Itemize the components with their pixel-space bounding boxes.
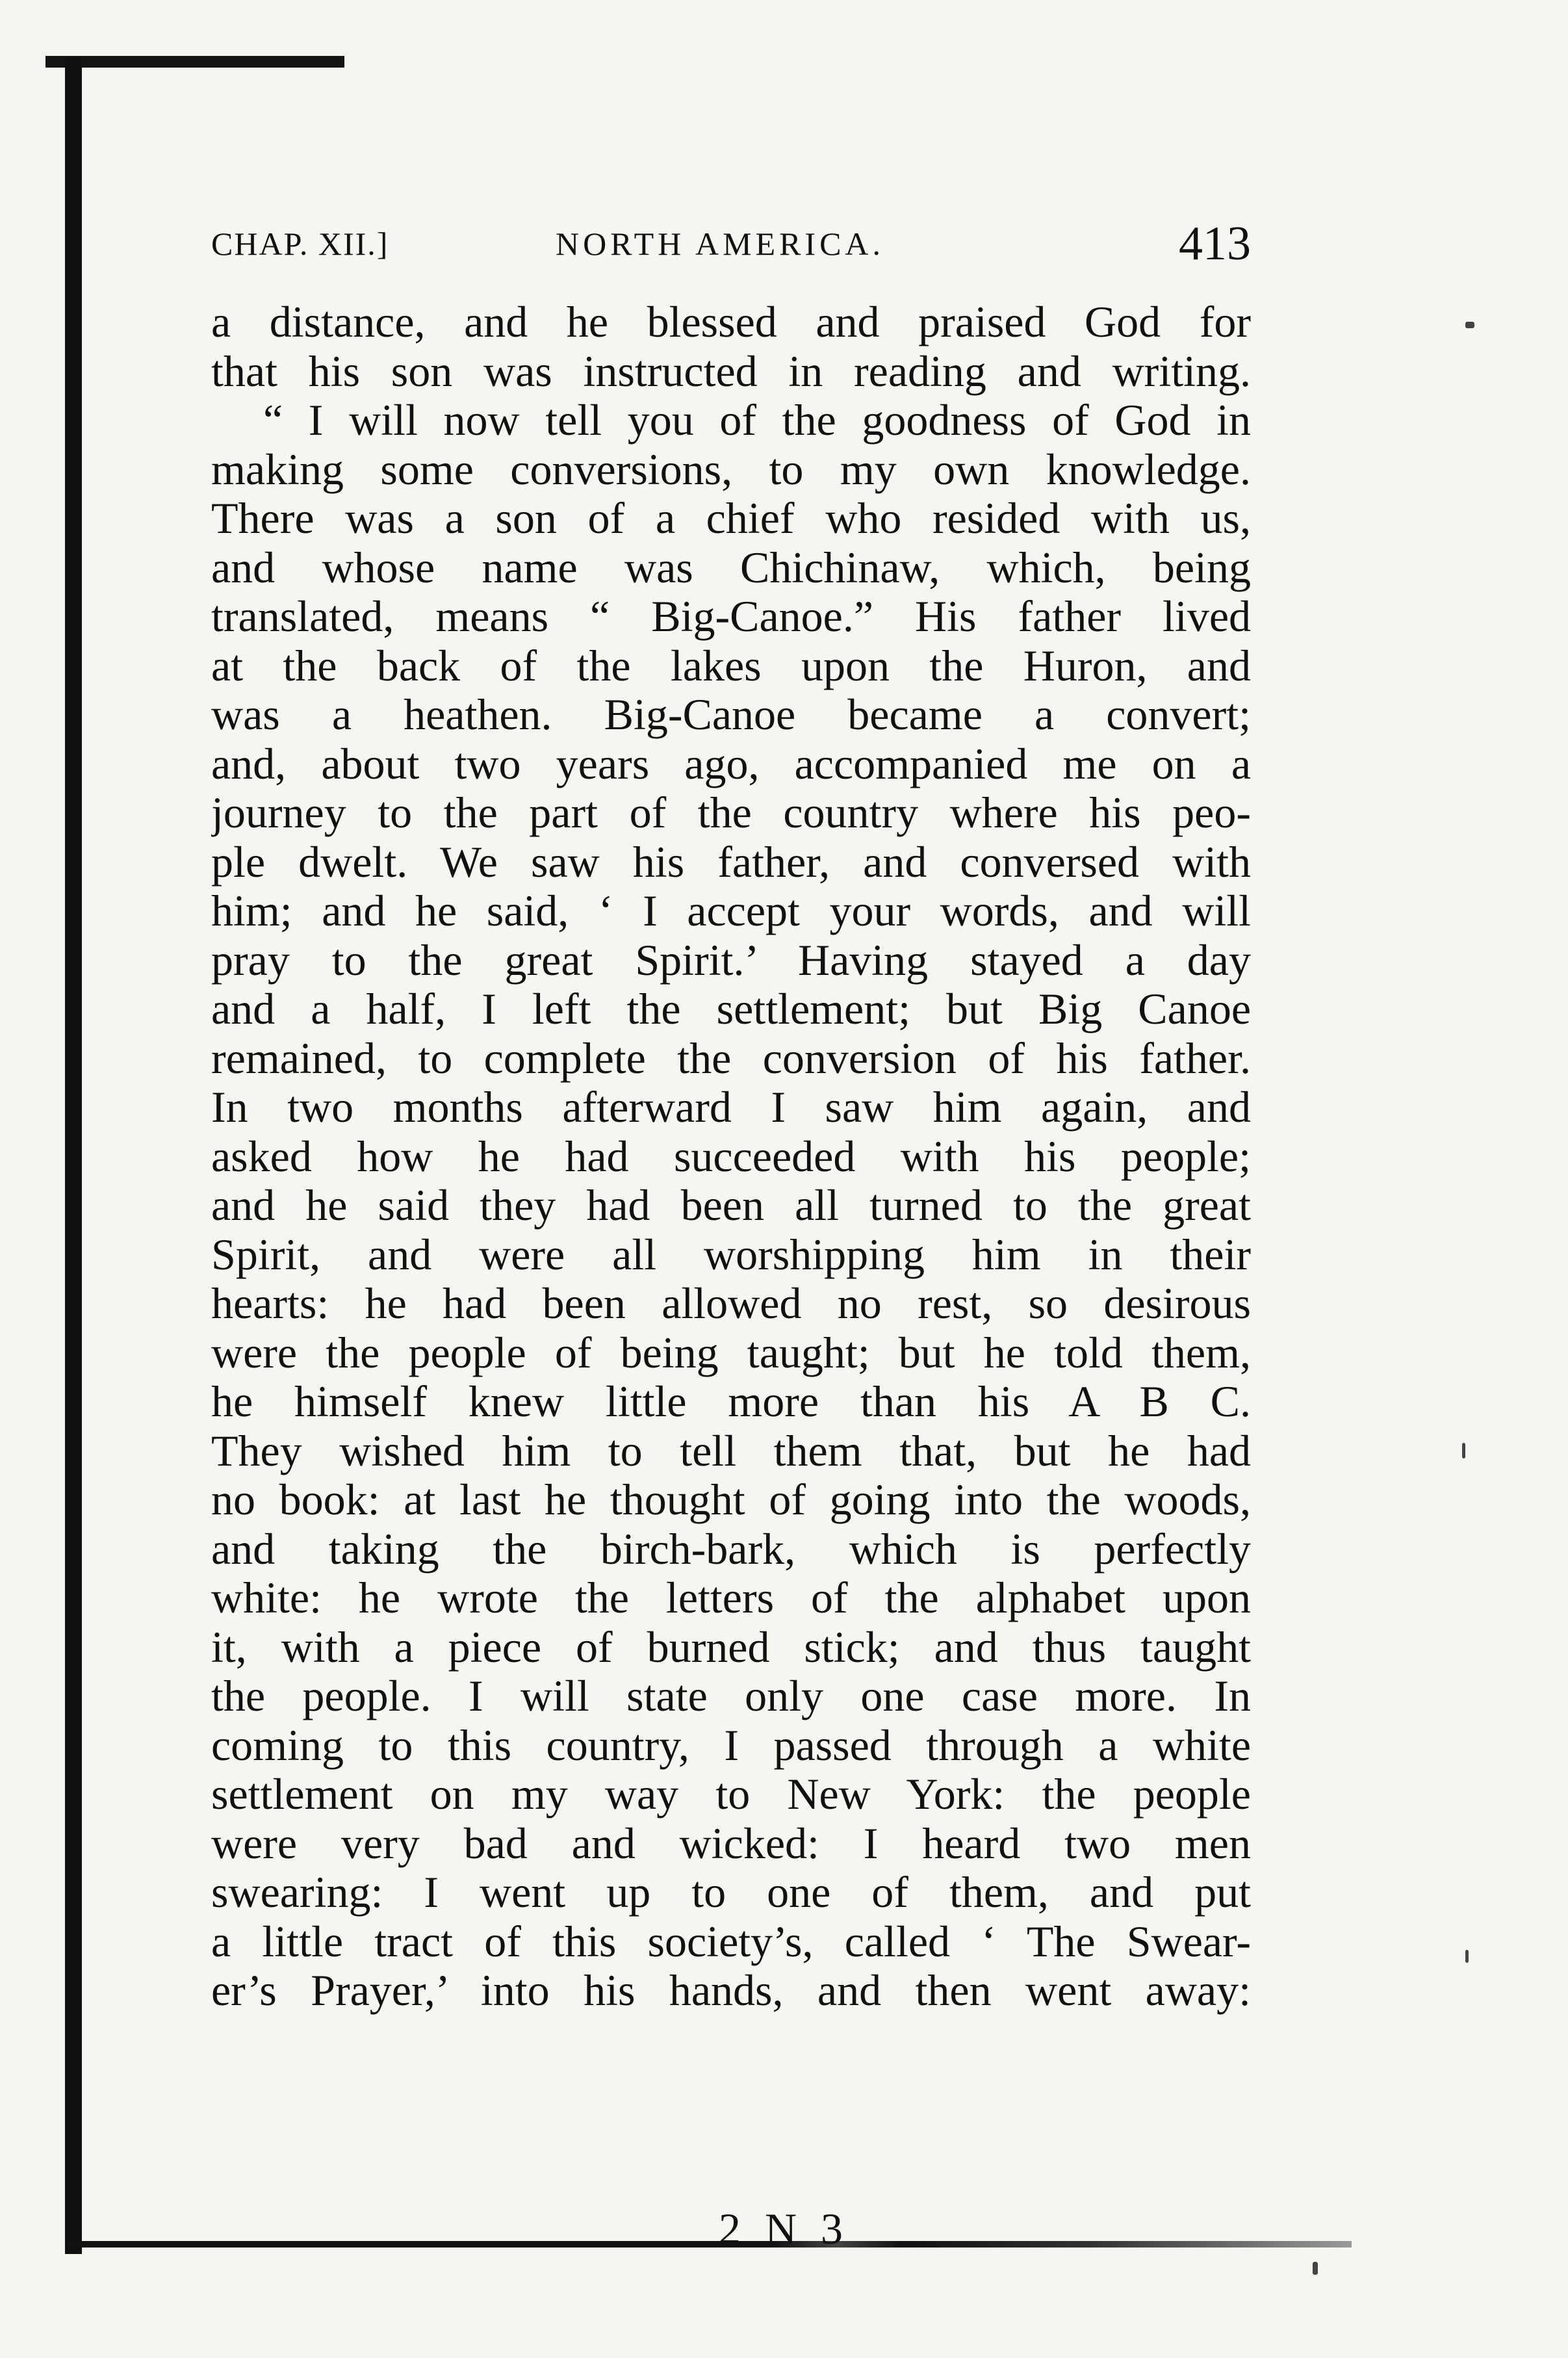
- running-title: NORTH AMERICA.: [556, 226, 885, 262]
- text-line: Spirit, and were all worshipping him in their: [211, 1230, 1251, 1279]
- text-line: and, about two years ago, accompanied me on a: [211, 739, 1251, 788]
- scan-border-left: [65, 57, 82, 2254]
- text-line: was a heathen. Big-Canoe became a convert;: [211, 690, 1251, 739]
- text-line: the people. I will state only one case more. In: [211, 1672, 1251, 1720]
- text-line: “ I will now tell you of the goodness of God in: [263, 396, 1251, 445]
- scan-speck: [1465, 1950, 1469, 1963]
- text-line: were very bad and wicked: I heard two men: [211, 1819, 1251, 1868]
- scan-border-top: [45, 56, 344, 68]
- text-line: translated, means “ Big-Canoe.” His father lived: [211, 592, 1251, 641]
- text-line: were the people of being taught; but he told them,: [211, 1328, 1251, 1377]
- text-line: ple dwelt. We saw his father, and conversed with: [211, 837, 1251, 887]
- scan-speck: [1462, 1443, 1465, 1458]
- chapter-label: CHAP. XII.]: [211, 226, 389, 262]
- text-line: him; and he said, ‘ I accept your words, and will: [211, 887, 1251, 935]
- text-line: er’s Prayer,’ into his hands, and then went away:: [211, 1966, 1251, 2015]
- text-line: journey to the part of the country where his peo-: [211, 788, 1251, 837]
- scan-speck: [1465, 322, 1474, 328]
- text-line: white: he wrote the letters of the alphabet upon: [211, 1574, 1251, 1622]
- text-line: a little tract of this society’s, called ‘ The Swear-: [211, 1917, 1251, 1966]
- text-line: a distance, and he blessed and praised God for: [211, 298, 1251, 346]
- text-line: making some conversions, to my own knowledge.: [211, 445, 1251, 494]
- text-line: and a half, I left the settlement; but Big Canoe: [211, 985, 1251, 1033]
- text-line: it, with a piece of burned stick; and thus taught: [211, 1622, 1251, 1672]
- page-number: 413: [1179, 217, 1251, 270]
- text-line: that his son was instructed in reading and writing.: [211, 346, 1251, 396]
- text-line: They wished him to tell them that, but he had: [211, 1426, 1251, 1475]
- text-line: and taking the birch-bark, which is perfectly: [211, 1524, 1251, 1574]
- text-line: remained, to complete the conversion of his father.: [211, 1033, 1251, 1083]
- body-text: [211, 298, 1251, 2015]
- text-line: hearts: he had been allowed no rest, so desirous: [211, 1279, 1251, 1328]
- text-line: and whose name was Chichinaw, which, being: [211, 543, 1251, 592]
- text-line: settlement on my way to New York: the people: [211, 1770, 1251, 1819]
- page-header: [211, 214, 1251, 273]
- text-line: coming to this country, I passed through a white: [211, 1720, 1251, 1770]
- text-line: at the back of the lakes upon the Huron, and: [211, 641, 1251, 690]
- text-line: In two months afterward I saw him again, and: [211, 1083, 1251, 1132]
- text-line: swearing: I went up to one of them, and put: [211, 1868, 1251, 1917]
- scan-speck: [1313, 2262, 1318, 2275]
- text-line: asked how he had succeeded with his people;: [211, 1132, 1251, 1181]
- text-line: no book: at last he thought of going into the woods,: [211, 1475, 1251, 1524]
- signature-mark: 2 N 3: [718, 2204, 850, 2253]
- text-line: he himself knew little more than his A B C.: [211, 1377, 1251, 1426]
- text-line: and he said they had been all turned to the great: [211, 1181, 1251, 1230]
- text-line: There was a son of a chief who resided with us,: [211, 494, 1251, 543]
- text-line: pray to the great Spirit.’ Having stayed a day: [211, 935, 1251, 985]
